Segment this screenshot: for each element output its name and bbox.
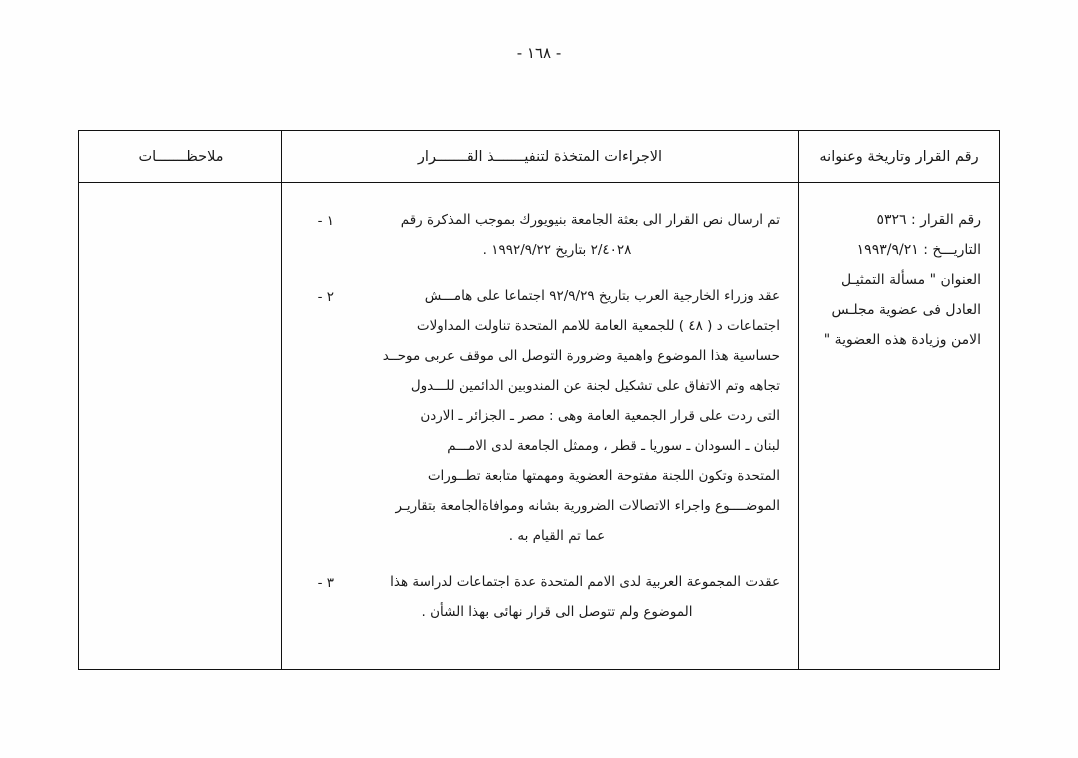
- decision-title-label: العنوان ": [929, 272, 981, 288]
- decision-date-label: التاريـــخ :: [923, 242, 981, 258]
- action-line: عقدت المجموعة العربية لدى الامم المتحدة عدة اجتماعات لدراسة هذا: [390, 574, 780, 590]
- decision-meta-line: [817, 205, 981, 235]
- decision-meta-line: [817, 325, 981, 355]
- actions-cell-inner: [282, 183, 798, 669]
- header-notes-column: ملاحظـــــــات: [138, 148, 224, 165]
- action-paragraph-lines: [334, 205, 780, 265]
- action-line: تجاهه وتم الاتفاق على تشكيل لجنة عن المندوبين الدائمين للـــدول: [410, 378, 780, 394]
- action-line: ٢/٤٠٢٨ بتاريخ ١٩٩٢/٩/٢٢ .: [482, 242, 632, 258]
- notes-cell: [81, 183, 281, 669]
- table-header-row: [79, 131, 999, 183]
- action-line: المتحدة وتكون اللجنة مفتوحة العضوية ومهمتها متابعة تطــورات: [427, 468, 780, 484]
- action-paragraph: [300, 567, 780, 627]
- decision-meta-line: [817, 265, 981, 295]
- decision-title-line-2: العادل فى عضوية مجلـس: [831, 302, 981, 318]
- action-line: لبنان ـ السودان ـ سوريا ـ قطر ، وممثل الجامعة لدى الامـــم: [447, 438, 780, 454]
- decision-meta-line: [817, 295, 981, 325]
- action-line: عقد وزراء الخارجية العرب بتاريخ ٩٢/٩/٢٩ اجتماعا على هامـــش: [424, 288, 780, 304]
- page-number: - ١٦٨ -: [516, 44, 562, 62]
- action-paragraph-lines: [334, 567, 780, 627]
- action-paragraph-number: ٣ -: [317, 575, 334, 591]
- decision-cell: [799, 183, 999, 669]
- action-paragraph-number: ٢ -: [317, 289, 334, 305]
- actions-cell: [281, 183, 799, 669]
- action-line: الموضــــوع واجراء الاتصالات الضرورية بشانه وموافاةالجامعة بتقاريـر: [395, 498, 780, 514]
- decision-number-value: ٥٣٢٦: [876, 212, 907, 228]
- action-line: الموضوع ولم تتوصل الى قرار نهائى بهذا الشأن .: [421, 604, 693, 620]
- action-line: تم ارسال نص القرار الى بعثة الجامعة بنيويورك بموجب المذكرة رقم: [400, 212, 780, 228]
- action-paragraph: [300, 281, 780, 551]
- action-line: عما تم القيام به .: [508, 528, 606, 544]
- header-actions-column: الاجراءات المتخذة لتنفيـــــــذ القـــــــرار: [281, 131, 799, 182]
- decision-number-label: رقم القرار :: [911, 212, 981, 228]
- action-paragraph-lines: [334, 281, 780, 551]
- action-line: التى ردت على قرار الجمعية العامة وهى : مصر ـ الجزائر ـ الاردن: [420, 408, 780, 424]
- notes-cell-inner: [81, 183, 281, 669]
- decision-meta-line: [817, 235, 981, 265]
- action-line: اجتماعات د ( ٤٨ ) للجمعية العامة للامم المتحدة تناولت المداولات: [416, 318, 780, 334]
- decision-cell-inner: [799, 183, 999, 669]
- decision-title-value: مسألة التمثيـل: [841, 272, 926, 288]
- decision-date-value: ١٩٩٣/٩/٢١: [856, 242, 919, 258]
- header-decision-column: رقم القرار وتاريخة وعنوانه: [819, 148, 979, 165]
- action-paragraph-number: ١ -: [317, 213, 334, 229]
- decision-title-line-3: الامن وزيادة هذه العضوية ": [823, 332, 981, 348]
- action-paragraph: [300, 205, 780, 265]
- table-body-row: [79, 183, 999, 669]
- decisions-table: [78, 130, 1000, 670]
- action-line: حساسية هذا الموضوع واهمية وضرورة التوصل الى موقف عربى موحــد: [382, 348, 780, 364]
